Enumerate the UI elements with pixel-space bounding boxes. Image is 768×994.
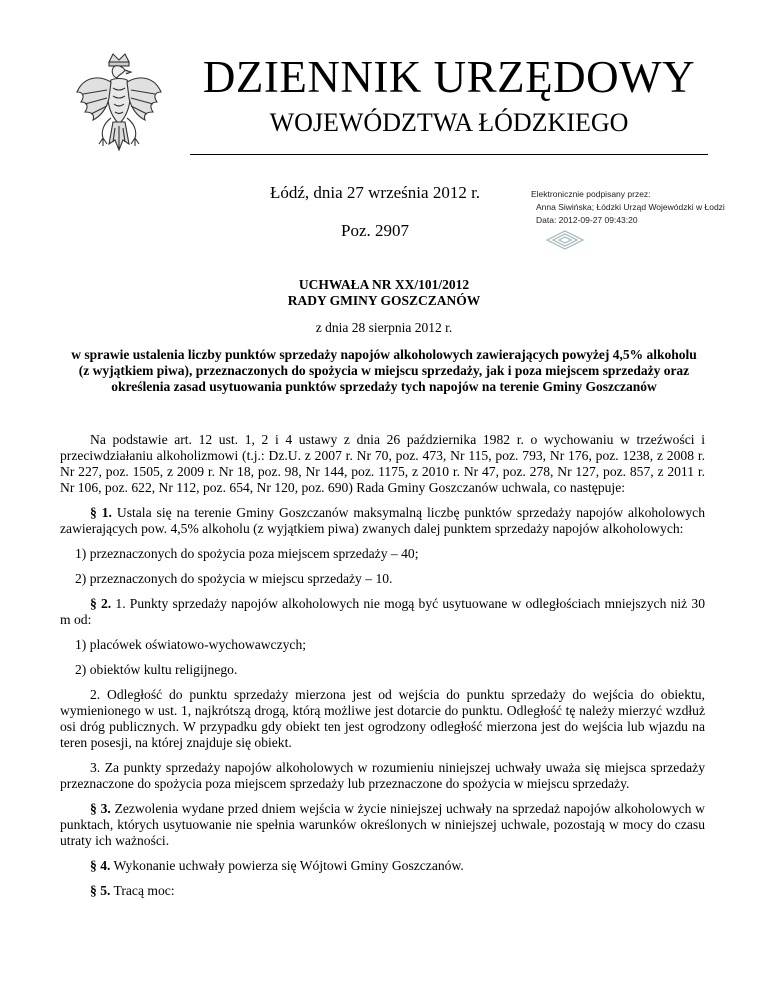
section-1-text: Ustala się na terenie Gminy Goszczanów maksymalną liczbę punktów sprzedaży napojów alkoholowych zawierających pow. 4,5% alkoholu (z wyjątkiem piwa) zwanych dalej punktem sprzedaży napojów alkoholowych: — [60, 505, 705, 536]
section-2-text: 1. Punkty sprzedaży napojów alkoholowych nie mogą być usytuowane w odległościach mniejszych niż 30 m od: — [60, 596, 705, 627]
signature-label: Elektronicznie podpisany przez: — [531, 189, 651, 199]
section-1 — [60, 505, 705, 537]
section-4-label: § 4. — [90, 858, 111, 873]
digital-signature-block — [531, 188, 731, 227]
preamble: Na podstawie art. 12 ust. 1, 2 i 4 ustawy z dnia 26 października 1982 r. o wychowaniu w trzeźwości i przeciwdziałaniu alkoholizmowi (t.j.: Dz.U. z 2007 r. Nr 70, poz. 473, Nr 115, poz. 793, Nr 176, poz. 1238, z 2008 r. Nr 227, poz. 1505, z 2009 r. Nr 18, poz. 98, Nr 144, poz. 1175, z 2010 r. Nr 47, poz. 278, Nr 127, poz. 857, z 2011 r. Nr 106, poz. 622, Nr 112, poz. 654, Nr 120, poz. 690) Rada Gminy Goszczanów uchwala, co następuje: — [60, 432, 705, 495]
section-1-item-1: 1) przeznaczonych do spożycia poza miejscem sprzedaży – 40; — [75, 546, 419, 561]
section-2-item-2: 2) obiektów kultu religijnego. — [75, 662, 238, 677]
section-5 — [60, 883, 705, 899]
section-3-label: § 3. — [90, 801, 111, 816]
resolution-subject: w sprawie ustalenia liczby punktów sprzedaży napojów alkoholowych zawierających powyżej 4,5% alkoholu (z wyjątkiem piwa), przeznaczonych do spożycia w miejscu sprzedaży, jak i poza miejscem sprzedaży oraz określenia zasad usytuowania punktów sprzedaży tych napojów na terenie Gminy Goszczanów — [71, 347, 697, 394]
resolution-date: z dnia 28 sierpnia 2012 r. — [315, 320, 453, 335]
signature-signer: Anna Siwińska; Łódzki Urząd Wojewódzki w Łodzi — [536, 202, 725, 212]
section-4 — [60, 858, 705, 874]
section-2-item-1: 1) placówek oświatowo-wychowawczych; — [75, 637, 307, 652]
section-1-item-2: 2) przeznaczonych do spożycia w miejscu sprzedaży – 10. — [75, 571, 393, 586]
journal-subtitle: WOJEWÓDZTWA ŁÓDZKIEGO — [269, 108, 629, 137]
signature-date: Data: 2012-09-27 09:43:20 — [536, 215, 638, 225]
position-number: Poz. 2907 — [341, 221, 409, 240]
section-5-label: § 5. — [90, 883, 111, 898]
publication-date: Łódź, dnia 27 września 2012 r. — [269, 183, 481, 202]
section-3 — [60, 801, 705, 849]
section-5-text: Tracą moc: — [110, 883, 175, 898]
section-1-label: § 1. — [90, 505, 112, 520]
resolution-body — [60, 432, 705, 908]
section-2-label: § 2. — [90, 596, 112, 611]
signature-validity-icon — [545, 229, 585, 251]
council-name: RADY GMINY GOSZCZANÓW — [287, 293, 481, 308]
section-3-text: Zezwolenia wydane przed dniem wejścia w życie niniejszej uchwały na sprzedaż napojów alkoholowych w punktach, których usytuowanie nie spełnia warunków określonych w niniejszej uchwale, pozostają w mocy do czasu utraty ich ważności. — [60, 801, 706, 848]
header-divider — [190, 154, 708, 155]
resolution-number: UCHWAŁA NR XX/101/2012 — [298, 277, 470, 292]
section-4-text: Wykonanie uchwały powierza się Wójtowi Gminy Goszczanów. — [110, 858, 464, 873]
section-2-paragraph-2: 2. Odległość do punktu sprzedaży mierzona jest od wejścia do punktu sprzedaży do wejścia do obiektu, wymienionego w ust. 1, najkrótszą drogą, którą możliwe jest dotarcie do punktu. Odległość tę należy mierzyć wzdłuż osi dróg publicznych. W przypadku gdy obiekt ten jest ogrodzony odległość mierzona jest do wejścia lub wjazdu na teren posesji, na której znajduje się obiekt. — [60, 687, 705, 750]
section-2 — [60, 596, 705, 628]
polish-eagle-emblem — [73, 52, 165, 170]
journal-title: DZIENNIK URZĘDOWY — [202, 52, 696, 102]
section-2-paragraph-3: 3. Za punkty sprzedaży napojów alkoholowych w rozumieniu niniejszej uchwały uważa się miejsca sprzedaży przeznaczone do spożycia poza miejscem sprzedaży lub przeznaczone do spożycia w miejscu sprzedaży. — [60, 760, 705, 791]
